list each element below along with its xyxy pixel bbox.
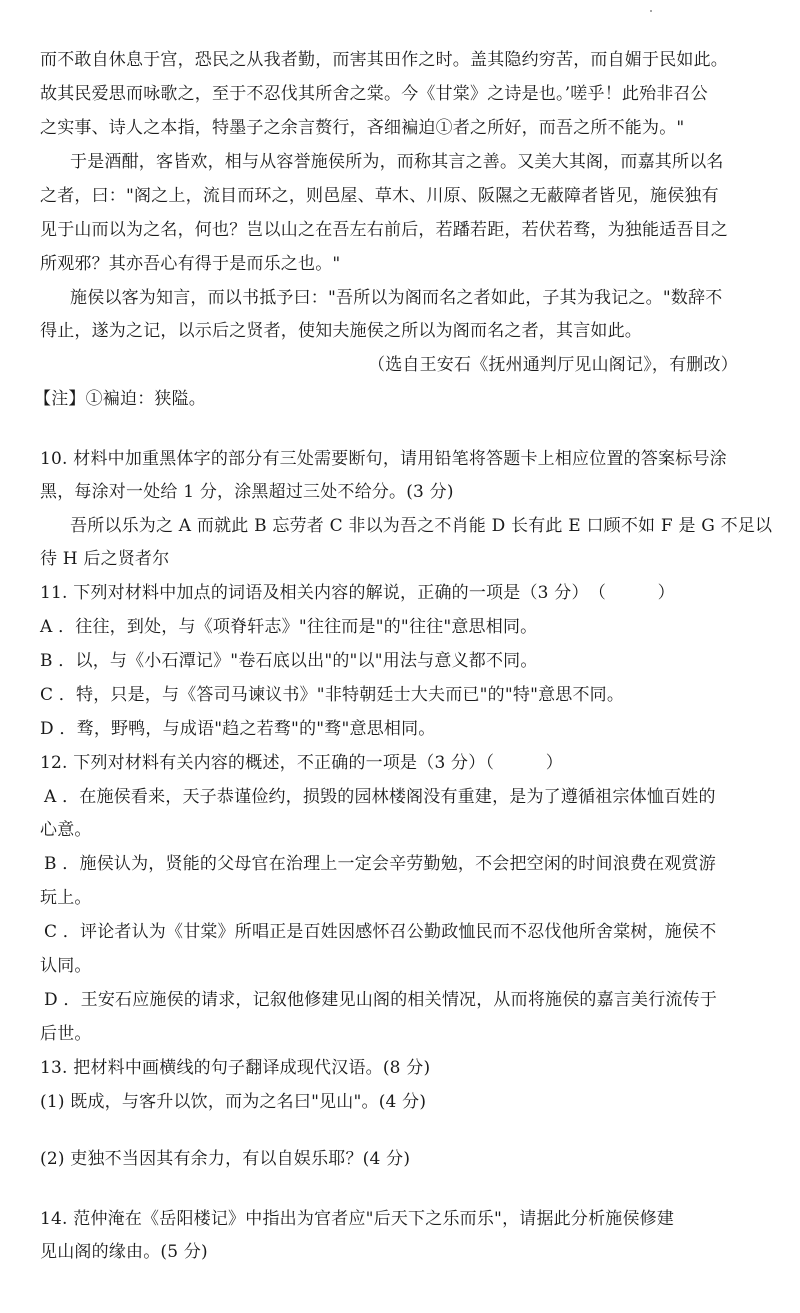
q13-sub1: (1) 既成，与客升以饮，而为之名曰"见山"。(4 分): [40, 1092, 427, 1112]
q10-sentence-line: 吾所以乐为之 A 而就此 B 忘劳者 C 非以为吾之不肖能 D 长有此 E 口顾不如 F 是 G 不足以: [70, 516, 773, 536]
q12-option-a-cont: 心意。: [40, 820, 92, 840]
passage-line: 见于山而以为之名，何也？岂以山之在吾左右前后，若蹯若距，若伏若骛，为独能适吾目之: [40, 220, 728, 240]
q12-stem: 12. 下列对材料有关内容的概述，不正确的一项是（3 分）（ ）: [40, 753, 563, 773]
q12-option-c-cont: 认同。: [40, 956, 92, 976]
q11-option-a: A ．往往，到处，与《项脊轩志》"往往而是"的"往往"意思相同。: [40, 617, 538, 637]
passage-line: 之实事、诗人之本指，特墨子之余言赘行，吝细褊迫①者之所好，而吾之所不能为。": [40, 118, 685, 138]
q11-option-b: B ．以，与《小石潭记》"卷石底以出"的"以"用法与意义都不同。: [40, 651, 538, 671]
q10-stem-line: 10. 材料中加重黑体字的部分有三处需要断句，请用铅笔将答题卡上相应位置的答案标号涂: [40, 449, 727, 469]
passage-source: （选自王安石《抚州通判厅见山阁记》，有删改）: [368, 355, 738, 375]
passage-line: 于是酒酣，客皆欢，相与从容誉施侯所为，而称其言之善。又美大其阁，而嘉其所以名: [70, 152, 724, 172]
q12-option-c: C ．评论者认为《甘棠》所唱正是百姓因感怀召公勤政恤民而不忍伐他所舍棠树，施侯不: [44, 922, 717, 942]
passage-line: 故其民爱思而咏歌之，至于不忍伐其所舍之棠。今《甘棠》之诗是也。’嗟乎！此殆非召公: [40, 84, 708, 104]
q14-stem-cont: 见山阁的缘由。(5 分): [40, 1242, 208, 1262]
passage-line: 得止，遂为之记，以示后之贤者，使知夫施侯之所以为阁而名之者，其言如此。: [40, 321, 642, 341]
q11-option-d: D ．骛，野鸭，与成语"趋之若骛"的"骛"意思相同。: [40, 719, 436, 739]
q12-option-b-cont: 玩上。: [40, 888, 92, 908]
q11-stem: 11. 下列对材料中加点的词语及相关内容的解说，正确的一项是（3 分） （ ）: [40, 583, 675, 603]
passage-line: 而不敢自休息于宫，恐民之从我者勤，而害其田作之时。盖其隐约穷苦，而自媚于民如此。: [40, 50, 728, 70]
q11-option-c: C ．特，只是，与《答司马谏议书》"非特朝廷士大夫而已"的"特"意思不同。: [40, 685, 625, 705]
scan-speck: [650, 10, 652, 12]
q10-stem-line: 黑，每涂对一处给 1 分，涂黑超过三处不给分。(3 分): [40, 482, 454, 502]
passage-line: 施侯以客为知言，而以书抵予曰："吾所以为阁而名之者如此，子其为我记之。"数辞不: [70, 288, 723, 308]
q12-option-d: D ．王安石应施侯的请求，记叙他修建见山阁的相关情况，从而将施侯的嘉言美行流传于: [44, 990, 718, 1010]
passage-line: 之者，曰："阁之上，流目而环之，则邑屋、草木、川原、阪隰之无蔽障者皆见，施侯独有: [40, 186, 719, 206]
q14-stem: 14. 范仲淹在《岳阳楼记》中指出为官者应"后天下之乐而乐"，请据此分析施侯修建: [40, 1209, 675, 1229]
passage-note: 【注】①褊迫：狭隘。: [34, 389, 206, 409]
q13-stem: 13. 把材料中画横线的句子翻译成现代汉语。(8 分): [40, 1058, 431, 1078]
q12-option-b: B ．施侯认为，贤能的父母官在治理上一定会辛劳勤勉，不会把空闲的时间浪费在观赏游: [44, 854, 716, 874]
q12-option-a: A ．在施侯看来，天子恭谨俭约，损毁的园林楼阁没有重建，是为了遵循祖宗体恤百姓的: [44, 787, 716, 807]
q10-sentence-line: 待 H 后之贤者尔: [40, 549, 170, 569]
q13-sub2: (2) 吏独不当因其有余力，有以自娱乐耶？(4 分): [40, 1149, 411, 1169]
q12-option-d-cont: 后世。: [40, 1024, 92, 1044]
passage-line: 所观邪？其亦吾心有得于是而乐之也。": [40, 254, 341, 274]
